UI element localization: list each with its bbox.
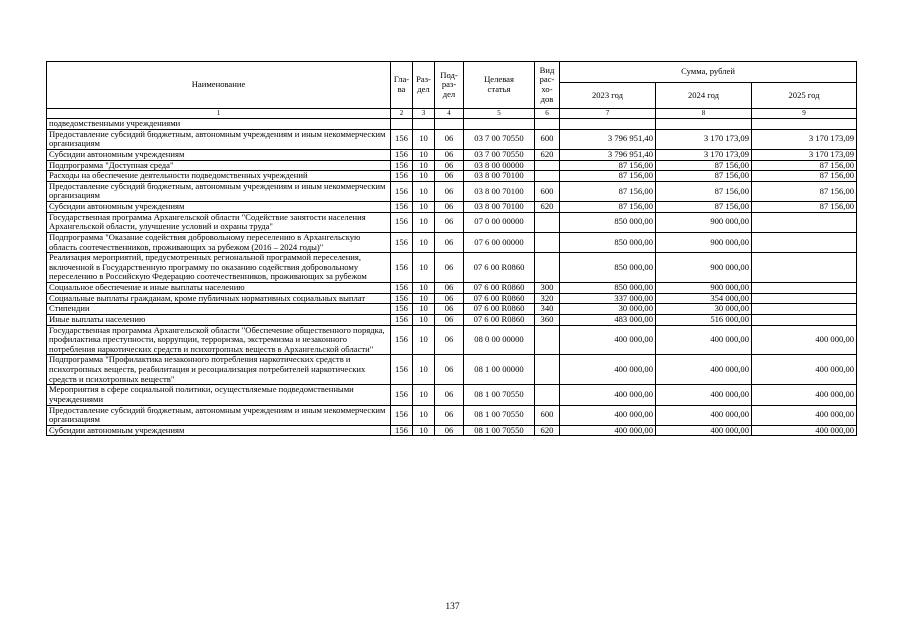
row-podrazdel: 06 (435, 283, 464, 294)
row-2024: 516 000,00 (656, 314, 752, 325)
row-target: 03 7 00 70550 (464, 149, 535, 160)
row-razdel: 10 (413, 425, 435, 436)
row-razdel: 10 (413, 253, 435, 283)
column-number: 5 (464, 109, 535, 119)
table-row (47, 181, 857, 201)
row-target: 07 0 00 00000 (464, 212, 535, 232)
row-2025 (752, 314, 857, 325)
row-2025: 400 000,00 (752, 385, 857, 405)
column-number: 4 (435, 109, 464, 119)
row-vid: 600 (535, 405, 560, 425)
row-2024: 400 000,00 (656, 355, 752, 385)
row-2024: 3 170 173,09 (656, 149, 752, 160)
row-2023: 850 000,00 (560, 253, 656, 283)
header-podrazdel (435, 62, 464, 109)
row-target: 07 6 00 00000 (464, 232, 535, 252)
column-number: 7 (560, 109, 656, 119)
table-row (47, 129, 857, 149)
row-name: Социальное обеспечение и иные выплаты населению (47, 283, 391, 294)
row-name: Реализация мероприятий, предусмотренных региональной программой переселения, включенной в Государственную программу по оказанию содействия добровольному переселению в Российскую Федерацию соотечественников, проживающих за рубежом (47, 253, 391, 283)
row-2023: 87 156,00 (560, 171, 656, 182)
row-target: 08 1 00 00000 (464, 355, 535, 385)
header-podrazdel-text: Под- раз- дел (440, 69, 458, 99)
column-number: 1 (47, 109, 391, 119)
row-razdel: 10 (413, 304, 435, 315)
row-2023: 400 000,00 (560, 325, 656, 355)
header-target-text: Целевая статья (484, 74, 514, 94)
table-row (47, 355, 857, 385)
row-razdel: 10 (413, 325, 435, 355)
row-name: Субсидии автономным учреждениям (47, 202, 391, 213)
row-podrazdel: 06 (435, 181, 464, 201)
row-razdel: 10 (413, 129, 435, 149)
row-2025: 400 000,00 (752, 325, 857, 355)
header-2024: 2024 год (656, 83, 752, 109)
row-vid: 620 (535, 202, 560, 213)
row-name: Подпрограмма "Оказание содействия добровольному переселению в Архангельскую область соотечественников, проживающих за рубежом (2016 – 2024 годы)" (47, 232, 391, 252)
row-2024: 87 156,00 (656, 160, 752, 171)
row-glava: 156 (391, 385, 413, 405)
row-2024 (656, 119, 752, 130)
row-glava: 156 (391, 202, 413, 213)
row-target: 07 6 00 R0860 (464, 304, 535, 315)
table-row (47, 325, 857, 355)
row-name: Субсидии автономным учреждениям (47, 425, 391, 436)
row-razdel: 10 (413, 314, 435, 325)
row-podrazdel: 06 (435, 293, 464, 304)
row-target: 03 8 00 70100 (464, 171, 535, 182)
row-target: 03 8 00 00000 (464, 160, 535, 171)
row-2023: 400 000,00 (560, 355, 656, 385)
column-number: 8 (656, 109, 752, 119)
row-razdel: 10 (413, 171, 435, 182)
table-row (47, 119, 857, 130)
row-glava: 156 (391, 212, 413, 232)
header-glava (391, 62, 413, 109)
row-2025 (752, 212, 857, 232)
row-vid (535, 355, 560, 385)
row-glava: 156 (391, 149, 413, 160)
row-podrazdel: 06 (435, 325, 464, 355)
row-vid: 320 (535, 293, 560, 304)
row-glava: 156 (391, 425, 413, 436)
row-glava: 156 (391, 129, 413, 149)
row-podrazdel: 06 (435, 355, 464, 385)
row-target: 07 6 00 R0860 (464, 283, 535, 294)
table-row (47, 405, 857, 425)
row-2023: 87 156,00 (560, 202, 656, 213)
row-2023: 400 000,00 (560, 385, 656, 405)
table-row (47, 314, 857, 325)
row-2025: 87 156,00 (752, 181, 857, 201)
row-podrazdel: 06 (435, 171, 464, 182)
row-glava: 156 (391, 181, 413, 201)
row-podrazdel: 06 (435, 212, 464, 232)
row-2025: 400 000,00 (752, 405, 857, 425)
row-2025 (752, 293, 857, 304)
column-number: 6 (535, 109, 560, 119)
row-2025: 3 170 173,09 (752, 129, 857, 149)
row-vid: 620 (535, 425, 560, 436)
row-razdel: 10 (413, 149, 435, 160)
row-razdel: 10 (413, 181, 435, 201)
row-name: Государственная программа Архангельской области "Обеспечение общественного порядка, профилактика преступности, коррупции, терроризма, экстремизма и незаконного потребления наркотических средств и психотропных веществ в Архангельской области" (47, 325, 391, 355)
row-2025: 400 000,00 (752, 355, 857, 385)
row-razdel: 10 (413, 293, 435, 304)
row-glava (391, 119, 413, 130)
row-name: Подпрограмма "Профилактика незаконного потребления наркотических средств и психотропных веществ, реабилитация и ресоциализация потребителей наркотических средств и психотропных веществ" (47, 355, 391, 385)
row-razdel: 10 (413, 385, 435, 405)
row-glava: 156 (391, 253, 413, 283)
table-header-row (47, 62, 857, 83)
row-2023: 87 156,00 (560, 160, 656, 171)
row-name: Государственная программа Архангельской области "Содействие занятости населения Архангельской области, улучшение условий и охраны труда" (47, 212, 391, 232)
row-2025: 400 000,00 (752, 425, 857, 436)
row-vid (535, 160, 560, 171)
row-podrazdel (435, 119, 464, 130)
row-glava: 156 (391, 232, 413, 252)
row-vid: 340 (535, 304, 560, 315)
row-2025 (752, 253, 857, 283)
row-vid (535, 171, 560, 182)
row-podrazdel: 06 (435, 385, 464, 405)
row-target: 07 6 00 R0860 (464, 253, 535, 283)
row-2025: 3 170 173,09 (752, 149, 857, 160)
row-target: 08 1 00 70550 (464, 385, 535, 405)
row-glava: 156 (391, 304, 413, 315)
row-2023: 87 156,00 (560, 181, 656, 201)
header-name: Наименование (47, 62, 391, 109)
row-2024: 900 000,00 (656, 253, 752, 283)
row-2023 (560, 119, 656, 130)
row-2023: 3 796 951,40 (560, 149, 656, 160)
row-2024: 87 156,00 (656, 202, 752, 213)
row-razdel: 10 (413, 232, 435, 252)
row-name: Предоставление субсидий бюджетным, автономным учреждениям и иным некоммерческим организациям (47, 181, 391, 201)
row-razdel (413, 119, 435, 130)
row-vid: 620 (535, 149, 560, 160)
row-2024: 400 000,00 (656, 385, 752, 405)
row-target: 03 8 00 70100 (464, 181, 535, 201)
header-sum: Сумма, рублей (560, 62, 857, 83)
row-2025 (752, 304, 857, 315)
row-2023: 850 000,00 (560, 283, 656, 294)
table-row (47, 253, 857, 283)
row-glava: 156 (391, 171, 413, 182)
row-target: 08 1 00 70550 (464, 425, 535, 436)
table-row (47, 283, 857, 294)
column-number: 2 (391, 109, 413, 119)
row-2023: 3 796 951,40 (560, 129, 656, 149)
table-row (47, 171, 857, 182)
row-vid (535, 212, 560, 232)
row-vid: 360 (535, 314, 560, 325)
row-2025 (752, 232, 857, 252)
row-target: 07 6 00 R0860 (464, 293, 535, 304)
table-row (47, 160, 857, 171)
row-podrazdel: 06 (435, 232, 464, 252)
column-number-row (47, 109, 857, 119)
row-glava: 156 (391, 283, 413, 294)
row-name: Расходы на обеспечение деятельности подведомственных учреждений (47, 171, 391, 182)
row-2024: 900 000,00 (656, 283, 752, 294)
row-2025 (752, 119, 857, 130)
header-2023: 2023 год (560, 83, 656, 109)
row-podrazdel: 06 (435, 304, 464, 315)
row-glava: 156 (391, 325, 413, 355)
header-razdel-text: Раз- дел (416, 74, 431, 94)
row-vid (535, 119, 560, 130)
row-razdel: 10 (413, 212, 435, 232)
row-2024: 400 000,00 (656, 325, 752, 355)
row-vid (535, 232, 560, 252)
row-podrazdel: 06 (435, 149, 464, 160)
row-2023: 30 000,00 (560, 304, 656, 315)
row-2023: 850 000,00 (560, 212, 656, 232)
row-name: Мероприятия в сфере социальной политики, осуществляемые подведомственными учреждениями (47, 385, 391, 405)
row-glava: 156 (391, 160, 413, 171)
row-2023: 850 000,00 (560, 232, 656, 252)
budget-table (46, 61, 857, 436)
row-2025: 87 156,00 (752, 202, 857, 213)
row-target: 03 8 00 70100 (464, 202, 535, 213)
row-2024: 87 156,00 (656, 181, 752, 201)
row-2023: 400 000,00 (560, 405, 656, 425)
row-glava: 156 (391, 355, 413, 385)
header-target (464, 62, 535, 109)
row-name: Предоставление субсидий бюджетным, автономным учреждениям и иным некоммерческим организациям (47, 405, 391, 425)
row-vid (535, 325, 560, 355)
row-2025: 87 156,00 (752, 171, 857, 182)
row-podrazdel: 06 (435, 314, 464, 325)
row-target: 07 6 00 R0860 (464, 314, 535, 325)
table-row (47, 385, 857, 405)
row-glava: 156 (391, 293, 413, 304)
row-name: Предоставление субсидий бюджетным, автономным учреждениям и иным некоммерческим организациям (47, 129, 391, 149)
row-2025: 87 156,00 (752, 160, 857, 171)
table-row (47, 293, 857, 304)
row-razdel: 10 (413, 355, 435, 385)
row-2024: 3 170 173,09 (656, 129, 752, 149)
row-target (464, 119, 535, 130)
row-2024: 900 000,00 (656, 212, 752, 232)
row-2024: 87 156,00 (656, 171, 752, 182)
row-podrazdel: 06 (435, 425, 464, 436)
row-glava: 156 (391, 314, 413, 325)
row-podrazdel: 06 (435, 405, 464, 425)
row-vid: 600 (535, 129, 560, 149)
row-2024: 400 000,00 (656, 405, 752, 425)
row-2024: 400 000,00 (656, 425, 752, 436)
row-name: Стипендии (47, 304, 391, 315)
column-number: 3 (413, 109, 435, 119)
header-2025: 2025 год (752, 83, 857, 109)
row-podrazdel: 06 (435, 160, 464, 171)
row-razdel: 10 (413, 160, 435, 171)
row-name: Субсидии автономным учреждениям (47, 149, 391, 160)
row-name: подведомственными учреждениями (47, 119, 391, 130)
header-glava-text: Гла- ва (393, 74, 410, 94)
row-vid: 300 (535, 283, 560, 294)
row-podrazdel: 06 (435, 253, 464, 283)
table-row (47, 149, 857, 160)
row-2024: 900 000,00 (656, 232, 752, 252)
table-row (47, 212, 857, 232)
row-podrazdel: 06 (435, 202, 464, 213)
row-glava: 156 (391, 405, 413, 425)
row-name: Подпрограмма "Доступная среда" (47, 160, 391, 171)
row-razdel: 10 (413, 202, 435, 213)
row-podrazdel: 06 (435, 129, 464, 149)
table-row (47, 232, 857, 252)
row-2024: 354 000,00 (656, 293, 752, 304)
row-vid (535, 385, 560, 405)
row-2023: 400 000,00 (560, 425, 656, 436)
row-vid: 600 (535, 181, 560, 201)
header-vid-text: Вид рас- хо- дов (539, 64, 555, 104)
page-number: 137 (445, 602, 460, 612)
row-2023: 483 000,00 (560, 314, 656, 325)
row-razdel: 10 (413, 405, 435, 425)
row-vid (535, 253, 560, 283)
column-number: 9 (752, 109, 857, 119)
table-row (47, 304, 857, 315)
table-row (47, 202, 857, 213)
row-name: Иные выплаты населению (47, 314, 391, 325)
row-target: 08 1 00 70550 (464, 405, 535, 425)
row-2025 (752, 283, 857, 294)
header-vid (535, 62, 560, 109)
row-razdel: 10 (413, 283, 435, 294)
row-name: Социальные выплаты гражданам, кроме публичных нормативных социальных выплат (47, 293, 391, 304)
row-2024: 30 000,00 (656, 304, 752, 315)
table-row (47, 425, 857, 436)
header-razdel (413, 62, 435, 109)
row-target: 03 7 00 70550 (464, 129, 535, 149)
row-2023: 337 000,00 (560, 293, 656, 304)
row-target: 08 0 00 00000 (464, 325, 535, 355)
